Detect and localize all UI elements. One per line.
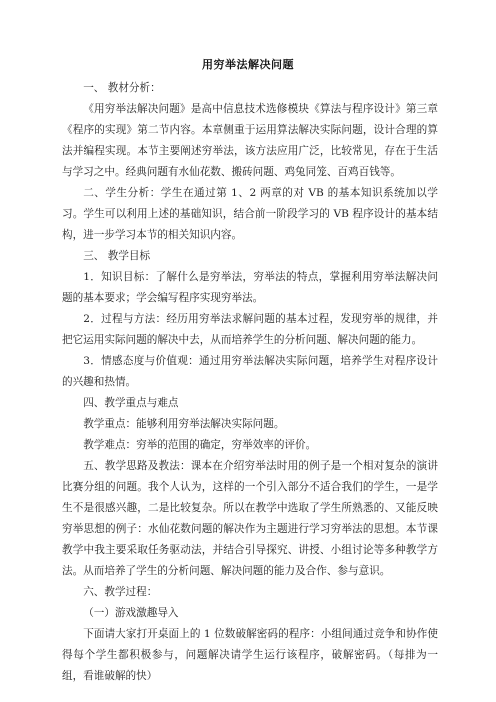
section-heading-objectives: 三、 教学目标 bbox=[83, 250, 151, 262]
paragraph-objective-knowledge: 1．知识目标：了解什么是穷举法，穷举法的特点，掌握利用穷举法解决问题的基本要求；学会编写程序实现穷举法。 bbox=[62, 271, 438, 304]
paragraph-objective-attitude: 3．情感态度与价值观：通过用穷举法解决实际问题，培养学生对程序设计的兴趣和热情。 bbox=[62, 355, 438, 388]
section-heading-focus: 四、教学重点与难点 bbox=[83, 397, 179, 409]
paragraph-objective-process: 2．过程与方法：经历用穷举法求解问题的基本过程，发现穷举的规律，并把它运用实际问题的解决中去，从而培养学生的分析问题、解决问题的能力。 bbox=[62, 313, 438, 346]
paragraph-student-analysis: 二、学生分析：学生在通过第 1、2 两章的对 VB 的基本知识系统加以学习。学生可以利用上述的基础知识，结合前一阶段学习的 VB 程序设计的基本结构，进一步学习本节的相关知识内容。 bbox=[62, 187, 438, 241]
document-body bbox=[62, 78, 438, 687]
section-heading-process: 六、教学过程： bbox=[83, 586, 158, 598]
paragraph-difficulty: 教学难点：穷举的范围的确定，穷举效率的评价。 bbox=[83, 439, 317, 451]
document-title: 用穷举法解决问题 bbox=[202, 58, 294, 71]
paragraph-game-intro: 下面请大家打开桌面上的 1 位数破解密码的程序：小组间通过竞争和协作使得每个学生都积极参与，问题解决请学生运行该程序，破解密码。（每排为一组，看谁破解的快） bbox=[62, 628, 438, 682]
section-heading-materials: 一、 教材分析： bbox=[83, 82, 161, 94]
paragraph-materials: 《用穷举法解决问题》是高中信息技术选修模块《算法与程序设计》第三章《程序的实现》第二节内容。本章侧重于运用算法解决实际问题，设计合理的算法并编程实现。本节主要阐述穷举法，该方法应用广泛，比较常见，存在于生活与学习之中。经典问题有水仙花数、搬砖问题、鸡兔同笼、百鸡百钱等。 bbox=[62, 103, 438, 178]
subsection-heading-intro: （一）游戏激趣导入 bbox=[83, 607, 179, 619]
paragraph-teaching-method: 五、教学思路及教法：课本在介绍穷举法时用的例子是一个相对复杂的演讲比赛分组的问题。我个人认为，这样的一个引入部分不适合我们的学生，一是学生不是很感兴趣，二是比较复杂。所以在教学中选取了学生所熟悉的、又能反映穷举思想的例子：水仙花数问题的解决作为主题进行学习穷举法的思想。本节课教学中我主要采取任务驱动法，并结合引导探究、讲授、小组讨论等多种教学方法。从而培养了学生的分析问题、解决问题的能力及合作、参与意识。 bbox=[62, 460, 438, 577]
paragraph-focus: 教学重点：能够利用穷举法解决实际问题。 bbox=[83, 418, 285, 430]
